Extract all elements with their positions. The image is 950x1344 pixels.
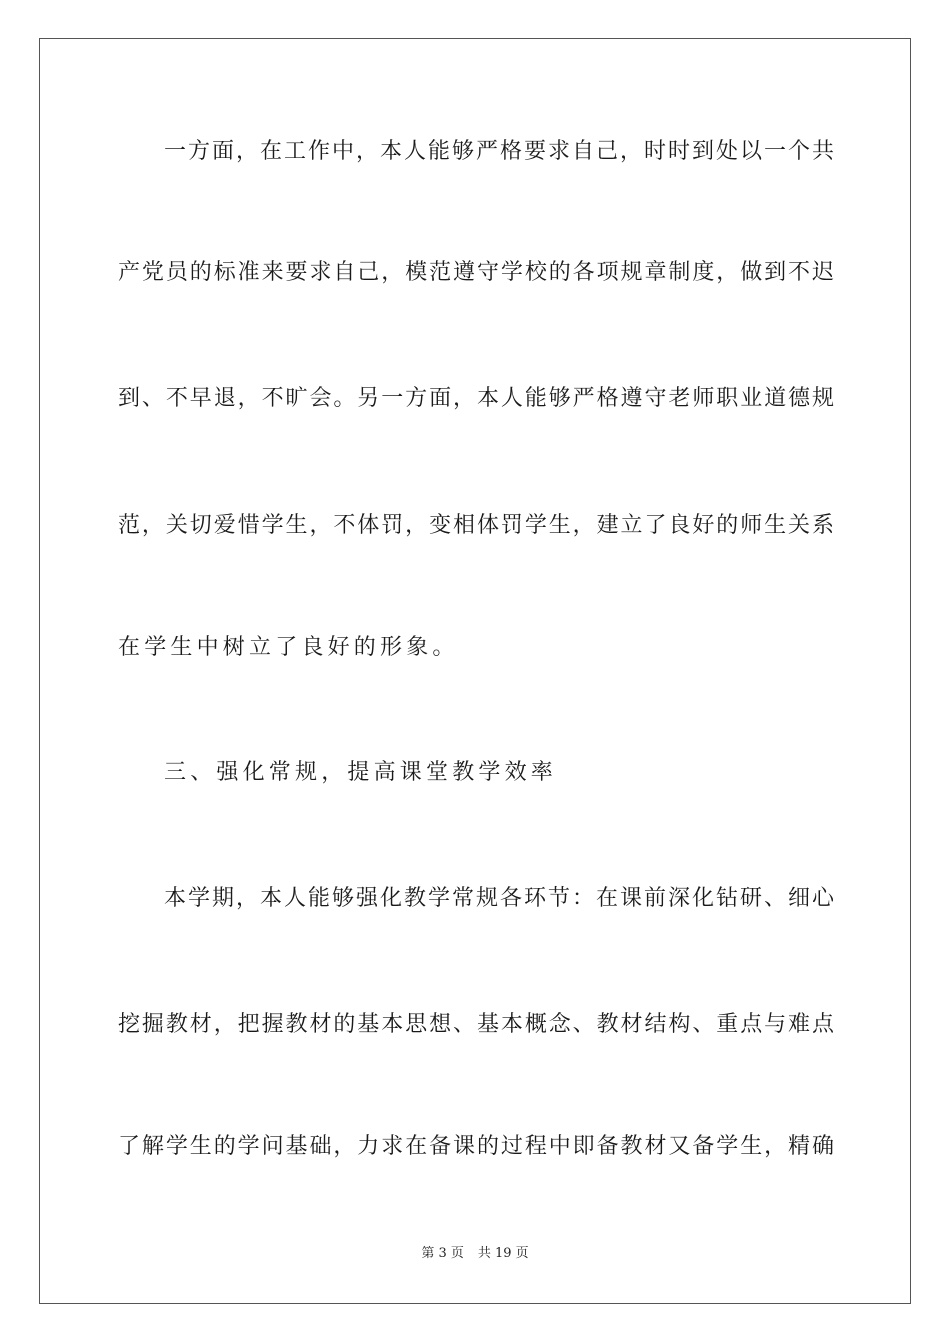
section-heading: 三、强化常规，提高课堂教学效率 xyxy=(164,760,558,785)
page-total: 共 19 页 xyxy=(477,1246,529,1261)
text-line-2: 产党员的标准来要求自己，模范遵守学校的各项规章制度，做到不迟 xyxy=(118,260,834,285)
text-line-1: 一方面，在工作中，本人能够严格要求自己，时时到处以一个共 xyxy=(164,139,834,164)
text-line-3: 到、不早退，不旷会。另一方面，本人能够严格遵守老师职业道德规 xyxy=(118,386,834,411)
text-line-6: 本学期，本人能够强化教学常规各环节：在课前深化钻研、细心 xyxy=(164,886,834,911)
page-number: 第 3 页 xyxy=(421,1246,464,1261)
page-footer xyxy=(0,1246,950,1262)
page-frame xyxy=(39,38,911,1304)
text-line-4: 范，关切爱惜学生，不体罚，变相体罚学生，建立了良好的师生关系 xyxy=(118,513,834,538)
text-line-8: 了解学生的学问基础，力求在备课的过程中即备教材又备学生，精确 xyxy=(118,1134,834,1159)
text-line-7: 挖掘教材，把握教材的基本思想、基本概念、教材结构、重点与难点 xyxy=(118,1012,834,1037)
text-line-5: 在学生中树立了良好的形象。 xyxy=(118,635,459,660)
